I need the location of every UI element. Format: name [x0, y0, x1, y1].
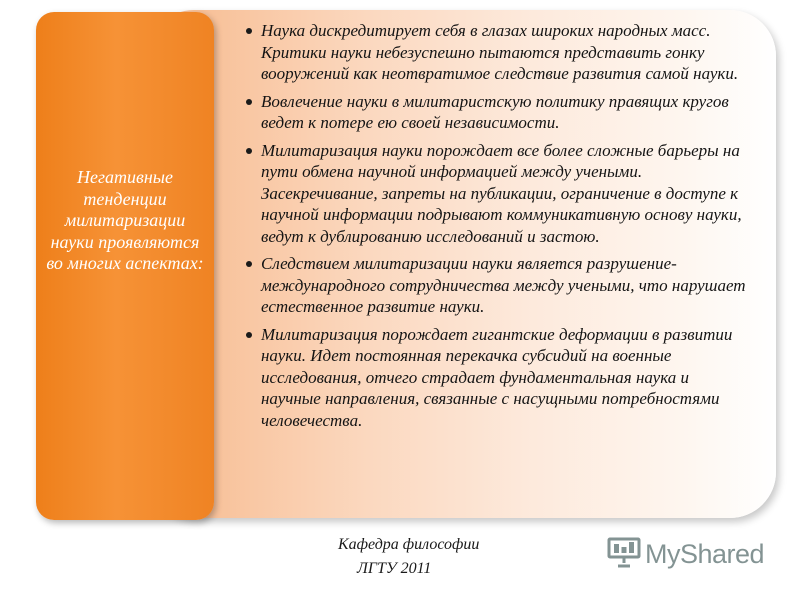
- bullet-text: Милитаризация науки порождает все более сложные барьеры на пути обмена научной информацией между учеными. Засекречивание, запреты на публикации, ограничение в доступе к научной информации подрывают коммуникативную основу науки, ведут к дублированию исследований и застою.: [261, 140, 742, 246]
- bullet-text: Милитаризация порождает гигантские деформации в развитии науки. Идет постоянная перекачка субсидий на военные исследования, отчего страдает фундаментальная наука и научные направления, связанные с насущными потребностями человечества.: [261, 324, 733, 430]
- bullet-dot-icon: [246, 28, 252, 34]
- bullet-text: Следствием милитаризации науки является разрушение- международного сотрудничества между учеными, что нарушает естественное развитие науки.: [261, 254, 746, 316]
- bullet-item: [246, 324, 746, 432]
- footer-department: Кафедра философии: [338, 536, 480, 553]
- bullet-item: [246, 20, 746, 85]
- bullet-text: Наука дискредитирует себя в глазах широких народных масс. Критики науки небезуспешно пытаются представить гонку вооружений как неотвратимое следствие развития самой науки.: [261, 21, 739, 83]
- sidebar-text: Негативные тенденции милитаризации науки проявляются во многих аспектах:: [46, 167, 204, 274]
- bullet-list: [246, 20, 746, 437]
- bullet-dot-icon: [246, 148, 252, 154]
- bullet-dot-icon: [246, 261, 252, 267]
- bullet-item: [246, 91, 746, 134]
- bullet-text: Вовлечение науки в милитаристскую политику правящих кругов ведет к потере ею своей независимости.: [261, 91, 729, 132]
- watermark-logo: [607, 536, 764, 573]
- bullet-item: [246, 140, 746, 248]
- sidebar-box: [36, 12, 214, 520]
- bullet-dot-icon: [246, 99, 252, 105]
- presentation-board-icon: [607, 536, 641, 573]
- footer-university: ЛГТУ 2011: [357, 560, 432, 577]
- bullet-dot-icon: [246, 332, 252, 338]
- watermark-text: MyShared: [645, 539, 765, 569]
- bullet-item: [246, 253, 746, 318]
